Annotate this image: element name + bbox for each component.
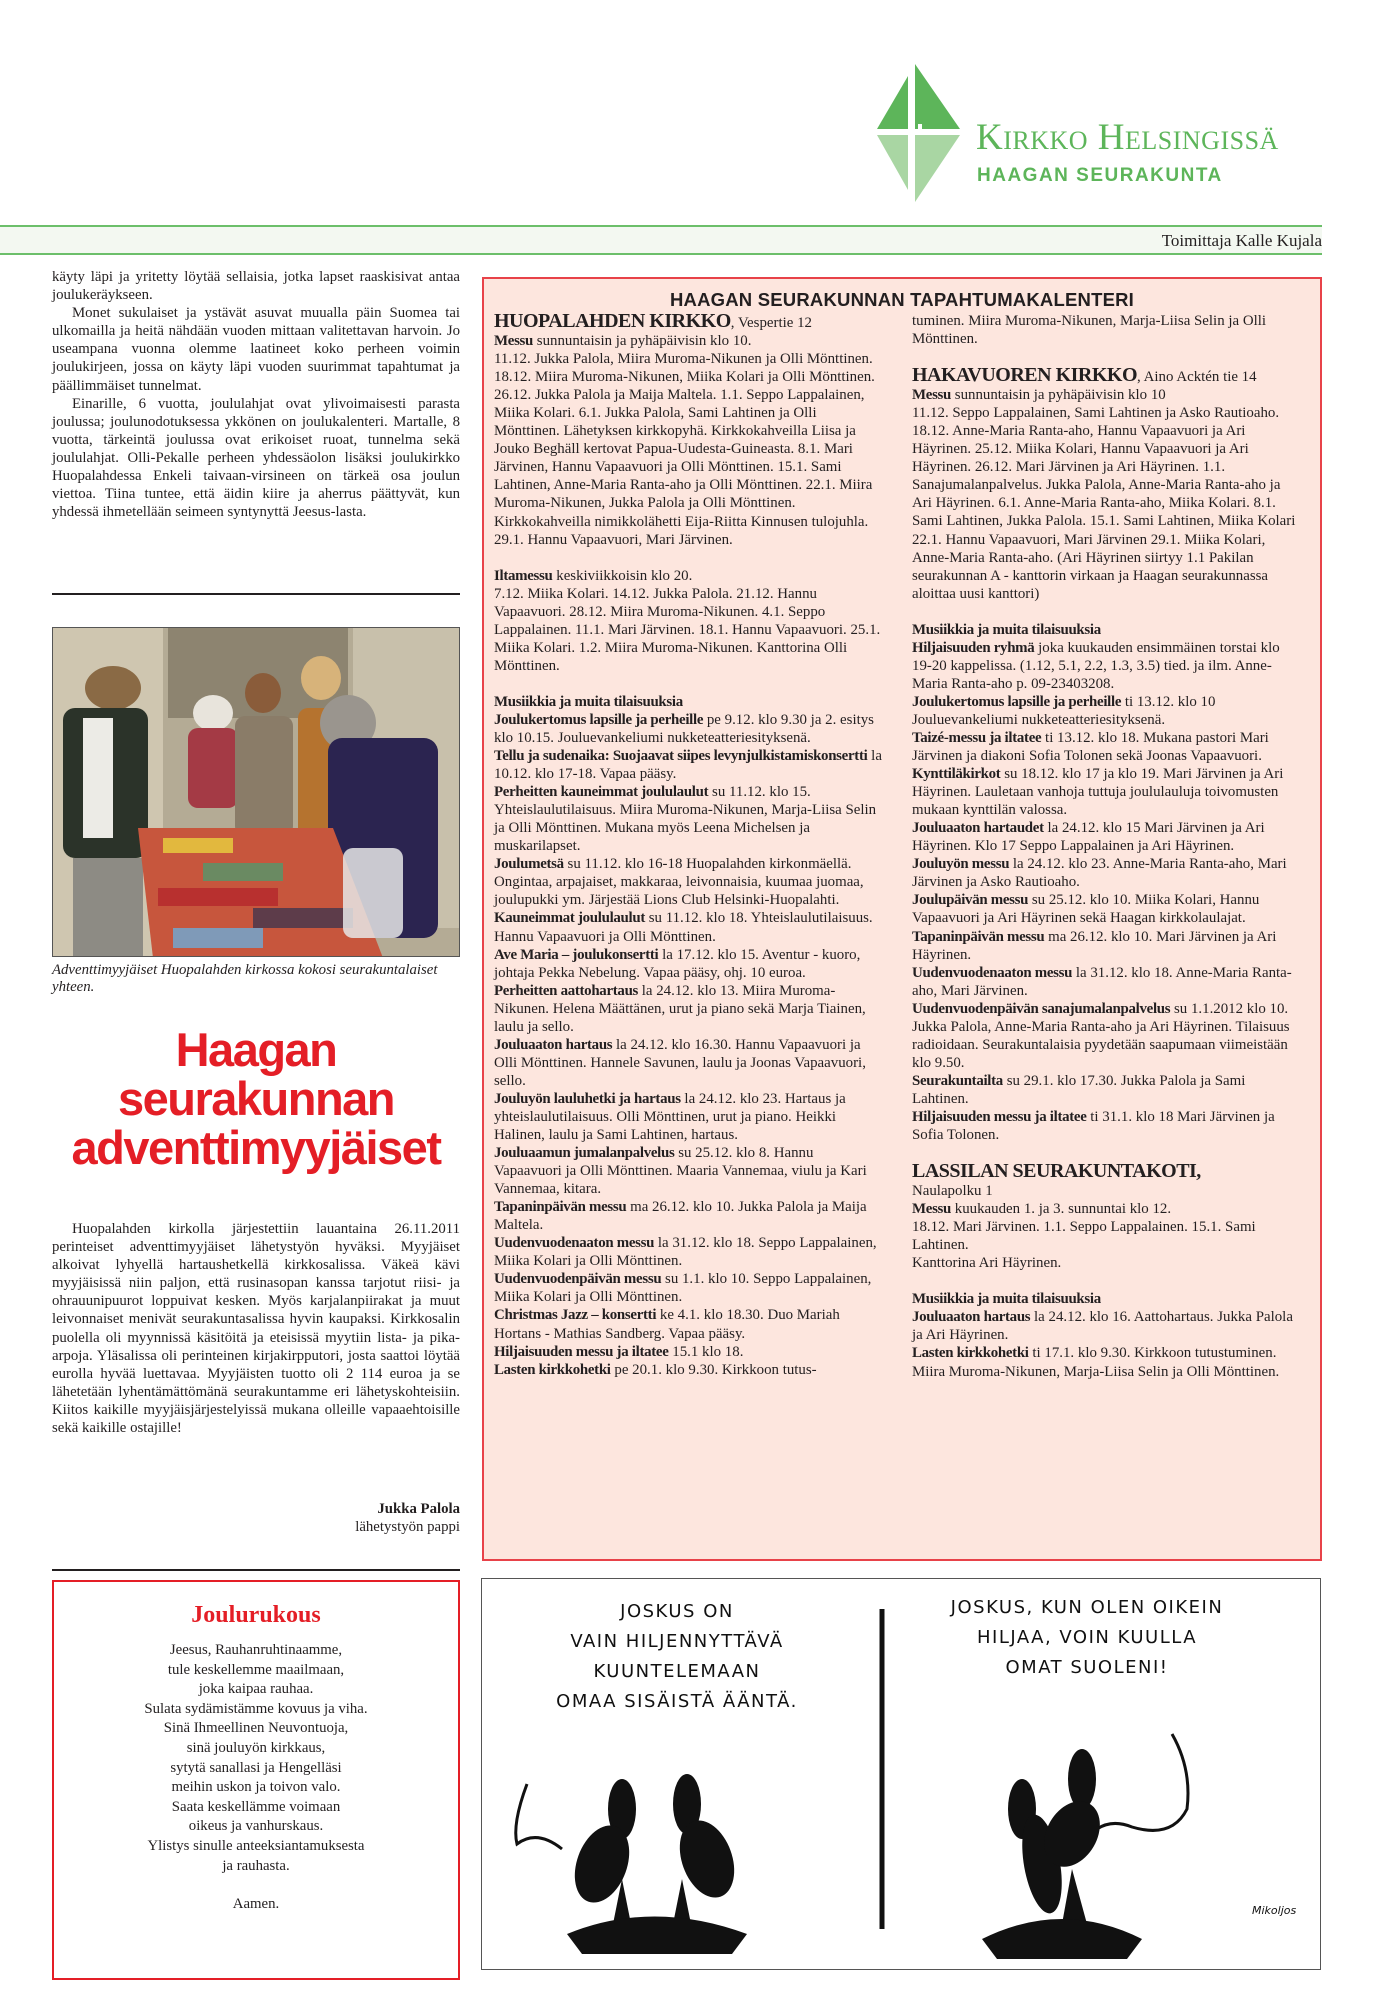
prayer-line: Sulata sydämistämme kovuus ja viha. [144,1700,368,1717]
event-details: pe 9.12. klo 9.30 ja 2. esitys klo 10.15. Jouluevankeliumi nukketeatteriesityksenä. [494,711,874,746]
event-name: Jouluyön messu [912,856,1010,873]
comic-panel-2-text [902,1593,1272,1683]
service-time: sunnuntaisin ja pyhäpäivisin klo 10. [533,333,752,350]
music-heading: Musiikkia ja muita tilaisuuksia [912,1291,1101,1308]
event-item [494,711,882,747]
prayer-line: sytytä sanallasi ja Hengelläsi [170,1759,342,1776]
event-details: su 25.12. klo 8. Hannu Vapaavuori ja Olli Mönttinen. Maaria Vannemaa, viulu ja Kari Vannemaa, kitara. [494,1145,867,1198]
event-item [494,1198,882,1234]
prayer-line: joka kaipaa rauhaa. [198,1681,314,1698]
event-details: la 24.12. klo 15 Mari Järvinen ja Ari Häyrinen. Klo 17 Seppo Lappalainen ja Ari Häyrinen. [912,820,1265,855]
brand-logo [872,62,1342,222]
event-name: Seurakuntailta [912,1072,1003,1089]
event-name: Tellu ja sudenaika: Suojaavat siipes levynjulkistamiskonsertti [494,748,868,765]
event-item [494,747,882,783]
event-details: la 17.12. klo 15. Aventur - kuoro, johtaja Pekka Nebelung. Vapaa pääsy, ohj. 10 euroa. [494,946,861,981]
event-details: pe 20.1. klo 9.30. Kirkkoon tutus- [610,1361,817,1378]
event-item [912,1000,1300,1072]
prayer-text [54,1641,458,1876]
event-item [912,1108,1300,1144]
event-item [494,909,882,945]
event-details: 15.1 klo 18. [668,1343,744,1360]
venue-lassila [912,1162,1300,1182]
event-name: Uudenvuodenpäivän sanajumalanpalvelus [912,1000,1171,1017]
event-item [912,729,1300,765]
event-name: Taizé-messu ja iltatee [912,729,1042,746]
comic-strip [481,1578,1321,1970]
event-details: su 11.12. klo 16-18 Huopalahden kirkonmäellä. Ongintaa, arpajaiset, makkaraa, leivonnaisia, kuumaa juomaa, joulupukki ym. Järjestää Lions Club Helsinki-Huopalahti. [494,856,864,909]
service-dates: 11.12. Jukka Palola, Miira Muroma-Nikunen ja Olli Mönttinen. 18.12. Miira Muroma-Nikunen, Miika Kolari ja Olli Mönttinen. 26.12. Jukka Palola ja Maija Maltela. 1.1. Seppo Lappalainen, Miika Kolari. 6.1. Jukka Palola, Sami Lahtinen ja Olli Mönttinen. Lähetyksen kirkkopyhä. Kirkkokahveilla Liisa ja Jouko Beghäll kertovat Papua-Uudesta-Guineasta. 8.1. Mari Järvinen, Hannu Vapaavuori ja Olli Mönttinen. 15.1. Sami Lahtinen, Anne-Maria Ranta-aho ja Olli Mönttinen. 22.1. Miira Muroma-Nikunen, Jukka Palola ja Olli Mönttinen. Kirkkokahveilla nimikkolähetti Eija-Riitta Kinnusen tulojuhla. 29.1. Hannu Vapaavuori, Mari Järvinen. [494,351,875,548]
event-item [494,1343,882,1361]
event-item [912,928,1300,964]
article-body [52,1220,460,1437]
event-details: la 24.12. klo 23. Anne-Maria Ranta-aho, Mari Järvinen ja Asko Rautioaho. [912,856,1287,891]
venue-hakavuori [912,366,1300,386]
event-item [912,1072,1300,1108]
comic-signature: Mikoljos [1252,1904,1297,1917]
brand-subtitle: HAAGAN SEURAKUNTA [977,165,1223,186]
event-name: Jouluaaton hartaus [494,1036,613,1053]
brand-title: Kirkko Helsingissä [976,117,1279,158]
event-details: su 11.12. klo 15. Yhteislaulutilaisuus. Miira Muroma-Nikunen, Marja-Liisa Selin ja Olli Mönttinen. Mukana myös Leena Michelsen ja muskarilapset. [494,784,877,855]
bird-icon [565,1779,639,1929]
service-label: Messu [912,387,952,404]
service-time: sunnuntaisin ja pyhäpäivisin klo 10 [951,387,1166,404]
prayer-line: tule keskellemme maailmaan, [167,1661,345,1678]
event-item [494,1306,882,1342]
event-name: Hiljaisuuden ryhmä [912,639,1035,656]
headline-line: seurakunnan [117,1072,395,1125]
prayer-line: Ylistys sinulle anteeksiantamuksesta [147,1837,365,1854]
service-info [494,332,882,350]
event-item [912,1344,1300,1380]
church-cross-logo-icon [872,62,972,222]
venue-address: , Vespertie 12 [730,315,812,331]
event-name: Uudenvuodenpäivän messu [494,1271,662,1288]
prayer-line: ja rauhasta. [222,1857,290,1874]
prayer-title: Joulurukous [191,1602,321,1628]
event-details: ti 31.1. klo 18 Mari Järvinen ja Sofia Tolonen. [912,1108,1275,1144]
event-name: Joulukertomus lapsille ja perheille [912,693,1122,710]
event-item [912,639,1300,693]
event-item [494,1144,882,1198]
section-heading [912,1290,1300,1308]
event-list [494,711,882,1379]
event-details: ti 13.12. klo 10 Jouluevankeliumi nukketeatteriesityksenä. [912,693,1216,728]
service-info [494,567,882,585]
event-details: la 31.12. klo 18. Anne-Maria Ranta-aho, Mari Järvinen. [912,964,1292,999]
event-calendar [482,277,1322,1561]
prayer-line: meihin uskon ja toivon valo. [171,1779,341,1796]
family-story [52,268,460,521]
section-divider [52,593,460,595]
service-info [912,386,1300,404]
event-item [494,1361,882,1379]
venue-name: HAKAVUOREN KIRKKO [912,364,1138,387]
prayer-line: sinä jouluyön kirkkaus, [186,1739,326,1756]
service-time: keskiviikkoisin klo 20. [552,567,693,584]
event-details: ti 13.12. klo 18. Mukana pastori Mari Järvinen ja diakoni Sofia Tolonen sekä Joonas Vapaavuori. [912,729,1269,765]
calendar-column-2 [912,312,1300,1381]
event-details: su 29.1. klo 17.30. Jukka Palola ja Sami Lahtinen. [912,1072,1246,1107]
service-dates: 11.12. Seppo Lappalainen, Sami Lahtinen ja Asko Rautioaho. 18.12. Anne-Maria Ranta-aho, Hannu Vapaavuori ja Ari Häyrinen. 25.12. Miika Kolari, Hannu Vapaavuori ja Ari Häyrinen. 26.12. Mari Järvinen ja Ari Häyrinen. 1.1. Sanajumalanpalvelus. Jukka Palola, Anne-Maria Ranta-aho ja Ari Häyrinen. 6.1. Anne-Maria Ranta-aho, Miika Kolari. 8.1. Sami Lahtinen, Jukka Palola. 15.1. Sami Lahtinen, Miika Kolari 22.1. Hannu Vapaavuori, Mari Järvinen 29.1. Miika Kolari, Anne-Maria Ranta-aho. (Ari Häyrinen siirtyy 1.1 Pakilan seurakunnan A - kanttorin virkaan ja Haagan seurakunnassa aloittaa uusi kanttori) [912,405,1296,602]
story-paragraph: Monet sukulaiset ja ystävät asuvat muualla päin Suomea tai ulkomailla ja heitä nähdään vuoden mittaan valitettavan harvoin. Jo useampana vuonna olemme laatineet koko perheen voimin joulukirjeen, jossa on käyty läpi vuoden suurimmat tapahtumat ja päällimmäiset tunnelmat. [52,305,460,394]
service-dates: 18.12. Mari Järvinen. 1.1. Seppo Lappalainen. 15.1. Sami Lahtinen. [912,1219,1256,1254]
event-name: Christmas Jazz – konsertti [494,1307,657,1324]
author-name: Jukka Palola [377,1501,460,1517]
nest-icon [982,1919,1142,1959]
event-name: Jouluaamun jumalanpalvelus [494,1145,675,1162]
service-dates: 7.12. Miika Kolari. 14.12. Jukka Palola. 21.12. Hannu Vapaavuori. 28.12. Miira Muroma-Nikunen. 4.1. Seppo Lappalainen. 11.1. Mari Järvinen. 18.1. Hannu Vapaavuori. 25.1. Miika Kolari. 1.2. Miira Muroma-Nikunen. Kanttorina Olli Mönttinen. [494,585,881,674]
event-item [494,946,882,982]
event-details: su 18.12. klo 17 ja klo 19. Mari Järvinen ja Ari Häyrinen. Lauletaan vanhoja tuttuja joululauluja toivomusten mukaan kynttilän valossa. [912,766,1284,819]
event-name: Uudenvuodenaaton messu [912,964,1073,981]
event-name: Lasten kirkkohetki [494,1361,611,1378]
event-name: Hiljaisuuden messu ja iltatee [912,1108,1087,1125]
nest-icon [567,1917,747,1955]
event-name: Jouluaaton hartaus [912,1309,1031,1326]
prayer-line: Saata keskellämme voimaan [171,1798,341,1815]
editor-band [0,225,1322,255]
article-paragraph: Huopalahden kirkolla järjestettiin lauantaina 26.11.2011 perinteiset adventtimyyjäiset lähetystyön hyväksi. Myyjäiset alkoivat lyhyellä hartaushetkellä kirkkosalissa. Väkeä kävi myyjäisissä niin paljon, että rusinasopan kanssa tarjotut riisi- ja ohrauunipuurot loppuivat kesken. Myös karjalanpiirakat ja muut leivonnaiset menivät seurakuntasalissa hyvin kaupaksi. Kirkkosalin puolella oli myynnissä käsitöitä ja eteisissä myytiin lista- ja pika-arpoja. Yläsalissa oli perinteinen kirjakirpputori, josta saattoi löytää eurolla hyvää luettavaa. Myyjäisten tuotto oli 2 114 euroa ja se lähetetään lyhentämättömänä seurakuntamme eri lähetyskohteisiin. Kiitos kaikille myyjäisjärjestelyissä mukana olleille vapaaehtoisille sekä kaikille ostajille! [52,1221,460,1437]
venue-address: Naulapolku 1 [912,1183,993,1200]
event-item [912,693,1300,729]
article-headline [52,1025,460,1172]
event-name: Joulukertomus lapsille ja perheille [494,711,704,728]
editor-credit: Toimittaja Kalle Kujala [1161,231,1322,250]
service-label: Messu [912,1201,952,1218]
event-item [912,1308,1300,1344]
bazaar-photo [52,627,460,957]
event-item [912,964,1300,1000]
service-label: Iltamessu [494,567,553,584]
event-details: la 31.12. klo 18. Seppo Lappalainen, Miika Kolari ja Olli Mönttinen. [494,1235,877,1270]
comic-text-line: OMAT SUOLENI! [1005,1657,1169,1678]
photo-caption: Adventtimyyjäiset Huopalahden kirkossa kokosi seurakuntalaiset yhteen. [52,962,438,995]
comic-text-line: JOSKUS ON [620,1601,734,1622]
comic-text-line: JOSKUS, KUN OLEN OIKEIN [950,1597,1224,1618]
service-info [912,1200,1300,1218]
cantor-info: Kanttorina Ari Häyrinen. [912,1255,1062,1272]
event-name: Ave Maria – joulukonsertti [494,946,659,963]
christmas-prayer-box [52,1580,460,1980]
comic-text-line: VAIN HILJENNYTTÄVÄ [570,1631,784,1652]
event-name: Tapaninpäivän messu [912,928,1045,945]
event-list [912,1308,1300,1380]
music-heading: Musiikkia ja muita tilaisuuksia [494,693,683,710]
event-details: la 24.12. klo 16.30. Hannu Vapaavuori ja Olli Mönttinen. Hannele Savunen, laulu ja Joonas Vapaavuori, sello. [494,1036,866,1089]
event-details: su 25.12. klo 10. Miika Kolari, Hannu Vapaavuori ja Ari Häyrinen sekä Haagan kirkkolaulajat. [912,892,1260,927]
event-name: Hiljaisuuden messu ja iltatee [494,1343,669,1360]
event-name: Kauneimmat joululaulut [494,910,646,927]
event-details: su 1.1. klo 10. Seppo Lappalainen, Miika Kolari ja Olli Mönttinen. [494,1271,872,1306]
event-item [912,765,1300,819]
event-details: ke 4.1. klo 18.30. Duo Mariah Hortans - Mathias Sandberg. Vapaa pääsy. [494,1307,840,1342]
section-heading [912,621,1300,639]
venue-name: LASSILAN SEURAKUNTAKOTI, [912,1160,1201,1183]
event-item [912,891,1300,927]
prayer-line: oikeus ja vanhurskaus. [188,1818,324,1835]
service-time: kuukauden 1. ja 3. sunnuntai klo 12. [951,1201,1172,1218]
event-name: Uudenvuodenaaton messu [494,1235,655,1252]
event-details: la 24.12. klo 23. Hartaus ja yhteislaulutilaisuus. Olli Mönttinen, urut ja piano. Heikki Halinen, laulu ja Sami Lahtinen, hartaus. [494,1090,846,1144]
event-name: Jouluyön lauluhetki ja hartaus [494,1090,681,1107]
event-item [912,819,1300,855]
event-name: Kynttiläkirkot [912,766,1001,783]
event-name: Lasten kirkkohetki [912,1345,1029,1362]
event-details: ma 26.12. klo 10. Mari Järvinen ja Ari Häyrinen. [912,928,1277,963]
author-title: lähetystyön pappi [355,1519,460,1535]
music-heading: Musiikkia ja muita tilaisuuksia [912,621,1101,638]
event-item [494,855,882,909]
photo-illustration [53,628,460,957]
story-paragraph: käyty läpi ja yritetty löytää sellaisia, jotka lapset raaskisivat antaa joulukeräykseen. [52,269,460,304]
headline-line: adventtimyyjäiset [71,1121,441,1174]
event-name: Joulupäivän messu [912,892,1029,909]
venue-name: HUOPALAHDEN KIRKKO [494,310,731,332]
event-details: la 24.12. klo 13. Miira Muroma-Nikunen. Helena Määttänen, urut ja piano sekä Marja Tiainen, laulu ja sello. [494,982,866,1035]
section-divider [52,1569,460,1571]
section-heading [494,693,882,711]
event-item [494,1090,882,1144]
event-name: Perheitten aattohartaus [494,982,639,999]
event-list [912,639,1300,1144]
comic-text-line: KUUNTELEMAAN [593,1661,761,1682]
event-name: Jouluaaton hartaudet [912,820,1044,837]
event-name: Tapaninpäivän messu [494,1199,627,1216]
service-label: Messu [494,333,534,350]
event-continuation: tuminen. Miira Muroma-Nikunen, Marja-Liisa Selin ja Olli Mönttinen. [912,313,1266,348]
event-name: Perheitten kauneimmat joululaulut [494,784,709,801]
prayer-closing: Aamen. [232,1896,280,1913]
event-details: joka kuukauden ensimmäinen torstai klo 19-20 kappelissa. (1.12, 5.1, 2.2, 1.3, 3.5) tied. ja ilm. Anne-Maria Ranta-aho p. 09-23403208. [912,639,1280,692]
event-details: ti 17.1. klo 9.30. Kirkkoon tutustuminen. Miira Muroma-Nikunen, Marja-Liisa Selin ja Olli Mönttinen. [912,1345,1280,1380]
event-details: la 24.12. klo 16. Aattohartaus. Jukka Palola ja Ari Häyrinen. [912,1309,1293,1344]
comic-text-line: HILJAA, VOIN KUULLA [976,1627,1198,1648]
bird-icon [670,1774,744,1929]
event-item [494,1234,882,1270]
event-details: su 11.12. klo 18. Yhteislaulutilaisuus. Hannu Vapaavuori ja Olli Mönttinen. [494,910,873,945]
event-details: la 10.12. klo 17-18. Vapaa pääsy. [494,748,882,783]
story-paragraph: Einarille, 6 vuotta, joululahjat ovat ylivoimaisesti parasta joulussa; joulunodotuksessa ykkönen on joulukalenteri. Martalle, 8 vuotta, tärkeintä joulussa ovat erikoiset ruoat, tunnelma sekä joululahjat. Olli-Pekalle perheen yhdessäolon lisäksi joulukirkko Huopalahdessa Enkeli taivaan-virsineen on tärkeä osa joulun viettoa. Tiina tuntee, että äidin kiire ja aherrus päättyvät, kun yhdessä ihmetellään seimeen syntynyttä Jeesus-lasta. [52,395,460,521]
venue-huopalahti [494,312,882,332]
event-item [494,1270,882,1306]
comic-panel-1-text [512,1597,842,1717]
event-details: ma 26.12. klo 10. Jukka Palola ja Maija Maltela. [494,1199,867,1234]
calendar-column-1 [494,312,882,1379]
comic-text-line: OMAA SISÄISTÄ ÄÄNTÄ. [556,1691,798,1712]
venue-address: , Aino Acktén tie 14 [1137,369,1257,386]
headline-line: Haagan [175,1023,337,1076]
prayer-line: Sinä Ihmeellinen Neuvontuoja, [163,1720,349,1737]
prayer-line: Jeesus, Rauhanruhtinaamme, [169,1642,343,1658]
event-details: su 1.1.2012 klo 10. Jukka Palola, Anne-Maria Ranta-aho ja Ari Häyrinen. Tilaisuus radioidaan. Seurakuntalaisia pyydetään saapumaan viimeistään klo 9.50. [912,1000,1290,1071]
event-item [494,783,882,855]
calendar-title: HAAGAN SEURAKUNNAN TAPAHTUMAKALENTERI [669,289,1135,310]
article-byline [52,1500,460,1536]
event-item [912,855,1300,891]
event-item [494,1036,882,1090]
event-item [494,982,882,1036]
event-name: Joulumetsä [494,856,564,873]
